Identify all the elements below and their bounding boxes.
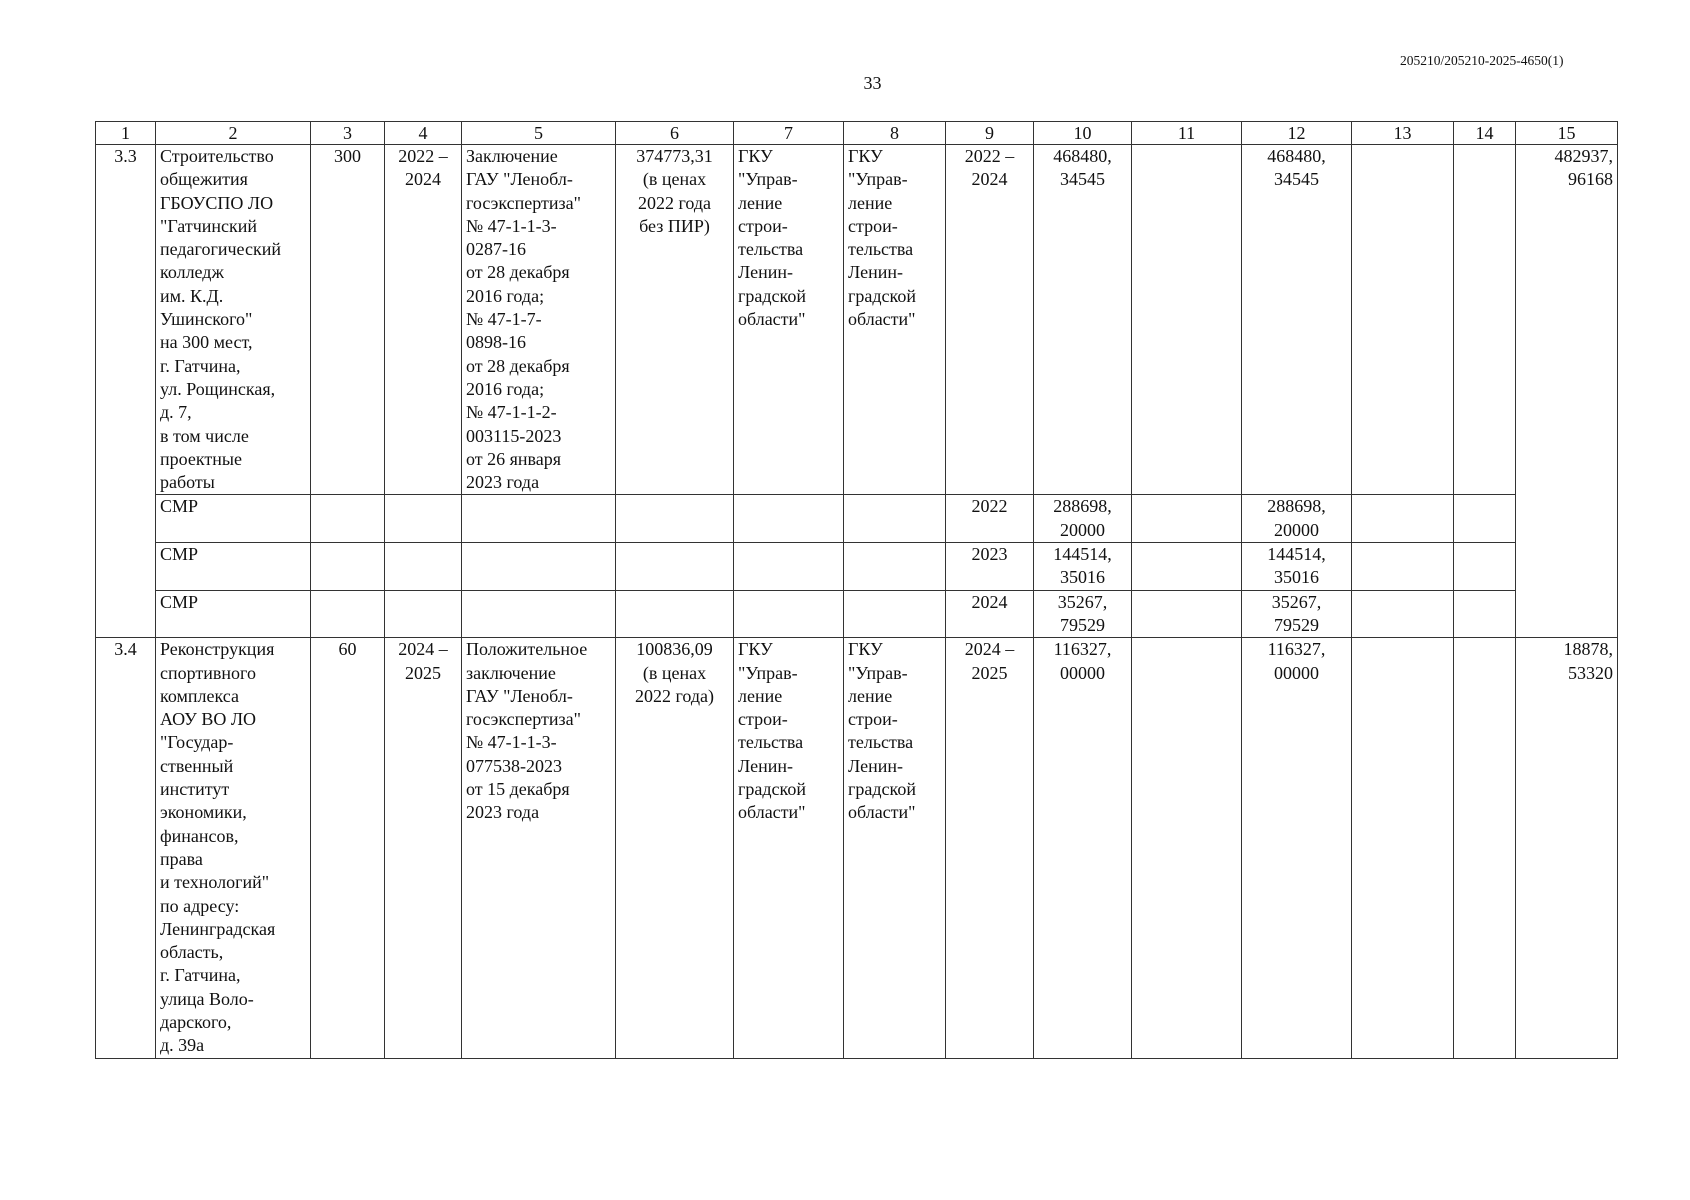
col-header: 7 xyxy=(734,122,844,145)
regional-amount: 468480, 34545 xyxy=(1242,145,1352,495)
col-header: 5 xyxy=(462,122,616,145)
total-amount: 288698, 20000 xyxy=(1034,495,1132,543)
col-header: 13 xyxy=(1352,122,1454,145)
col-13-value xyxy=(1352,145,1454,495)
estimated-cost: 100836,09 (в ценах 2022 года) xyxy=(616,638,734,1058)
col-header: 15 xyxy=(1516,122,1618,145)
total-amount: 35267, 79529 xyxy=(1034,590,1132,638)
table-row xyxy=(96,543,1618,591)
table-row xyxy=(96,145,1618,495)
total-amount: 468480, 34545 xyxy=(1034,145,1132,495)
total-amount: 144514, 35016 xyxy=(1034,543,1132,591)
developer: ГКУ "Управ- ление строи- тельства Ленин- градской области" xyxy=(844,145,946,495)
object-name: Строительство общежития ГБОУСПО ЛО "Гатчинский педагогический колледж им. К.Д. Ушинского" на 300 мест, г. Гатчина, ул. Рощинская, д. 7, в том числе проектные работы xyxy=(156,145,311,495)
col-header: 3 xyxy=(311,122,385,145)
col-header: 8 xyxy=(844,122,946,145)
year: 2024 xyxy=(946,590,1034,638)
col-header: 2 xyxy=(156,122,311,145)
work-type: СМР xyxy=(156,590,311,638)
year: 2023 xyxy=(946,543,1034,591)
capacity: 300 xyxy=(311,145,385,495)
col-header: 1 xyxy=(96,122,156,145)
col-14-value xyxy=(1454,145,1516,495)
col-11-value xyxy=(1132,145,1242,495)
col-14-value xyxy=(1454,638,1516,1058)
col-header: 11 xyxy=(1132,122,1242,145)
investment-table xyxy=(95,121,1618,1059)
col-15-value: 18878, 53320 xyxy=(1516,638,1618,1058)
developer: ГКУ "Управ- ление строи- тельства Ленин- градской области" xyxy=(844,638,946,1058)
col-header: 6 xyxy=(616,122,734,145)
document-id: 205210/205210-2025-4650(1) xyxy=(1400,53,1564,68)
table-row xyxy=(96,590,1618,638)
financing-years: 2024 – 2025 xyxy=(946,638,1034,1058)
page-number: 33 xyxy=(863,73,882,93)
construction-period: 2022 – 2024 xyxy=(385,145,462,495)
col-header: 12 xyxy=(1242,122,1352,145)
year: 2022 xyxy=(946,495,1034,543)
customer: ГКУ "Управ- ление строи- тельства Ленин- градской области" xyxy=(734,145,844,495)
table-row xyxy=(96,495,1618,543)
regional-amount: 116327, 00000 xyxy=(1242,638,1352,1058)
expertise-conclusion: Заключение ГАУ "Ленобл- госэкспертиза" № 47-1-1-3- 0287-16 от 28 декабря 2016 года; № 47-1-7- 0898-16 от 28 декабря 2016 года; № 47-1-1-2- 003115-2023 от 26 января 2023 года xyxy=(462,145,616,495)
regional-amount: 35267, 79529 xyxy=(1242,590,1352,638)
estimated-cost: 374773,31 (в ценах 2022 года без ПИР) xyxy=(616,145,734,495)
customer: ГКУ "Управ- ление строи- тельства Ленин- градской области" xyxy=(734,638,844,1058)
total-amount: 116327, 00000 xyxy=(1034,638,1132,1058)
col-header: 4 xyxy=(385,122,462,145)
col-header: 9 xyxy=(946,122,1034,145)
col-15-value: 482937, 96168 xyxy=(1516,145,1618,638)
item-number: 3.3 xyxy=(96,145,156,638)
item-number: 3.4 xyxy=(96,638,156,1058)
col-13-value xyxy=(1352,638,1454,1058)
object-name: Реконструкция спортивного комплекса АОУ ВО ЛО "Государ- ственный институт экономики, финансов, права и технологий" по адресу: Ленинградская область, г. Гатчина, улица Воло- дарского, д. 39а xyxy=(156,638,311,1058)
expertise-conclusion: Положительное заключение ГАУ "Ленобл- госэкспертиза" № 47-1-1-3- 077538-2023 от 15 декабря 2023 года xyxy=(462,638,616,1058)
table-row xyxy=(96,638,1618,1058)
capacity: 60 xyxy=(311,638,385,1058)
financing-years: 2022 – 2024 xyxy=(946,145,1034,495)
column-number-row xyxy=(96,122,1618,145)
work-type: СМР xyxy=(156,543,311,591)
col-11-value xyxy=(1132,638,1242,1058)
col-header: 10 xyxy=(1034,122,1132,145)
work-type: СМР xyxy=(156,495,311,543)
col-header: 14 xyxy=(1454,122,1516,145)
regional-amount: 288698, 20000 xyxy=(1242,495,1352,543)
construction-period: 2024 – 2025 xyxy=(385,638,462,1058)
regional-amount: 144514, 35016 xyxy=(1242,543,1352,591)
